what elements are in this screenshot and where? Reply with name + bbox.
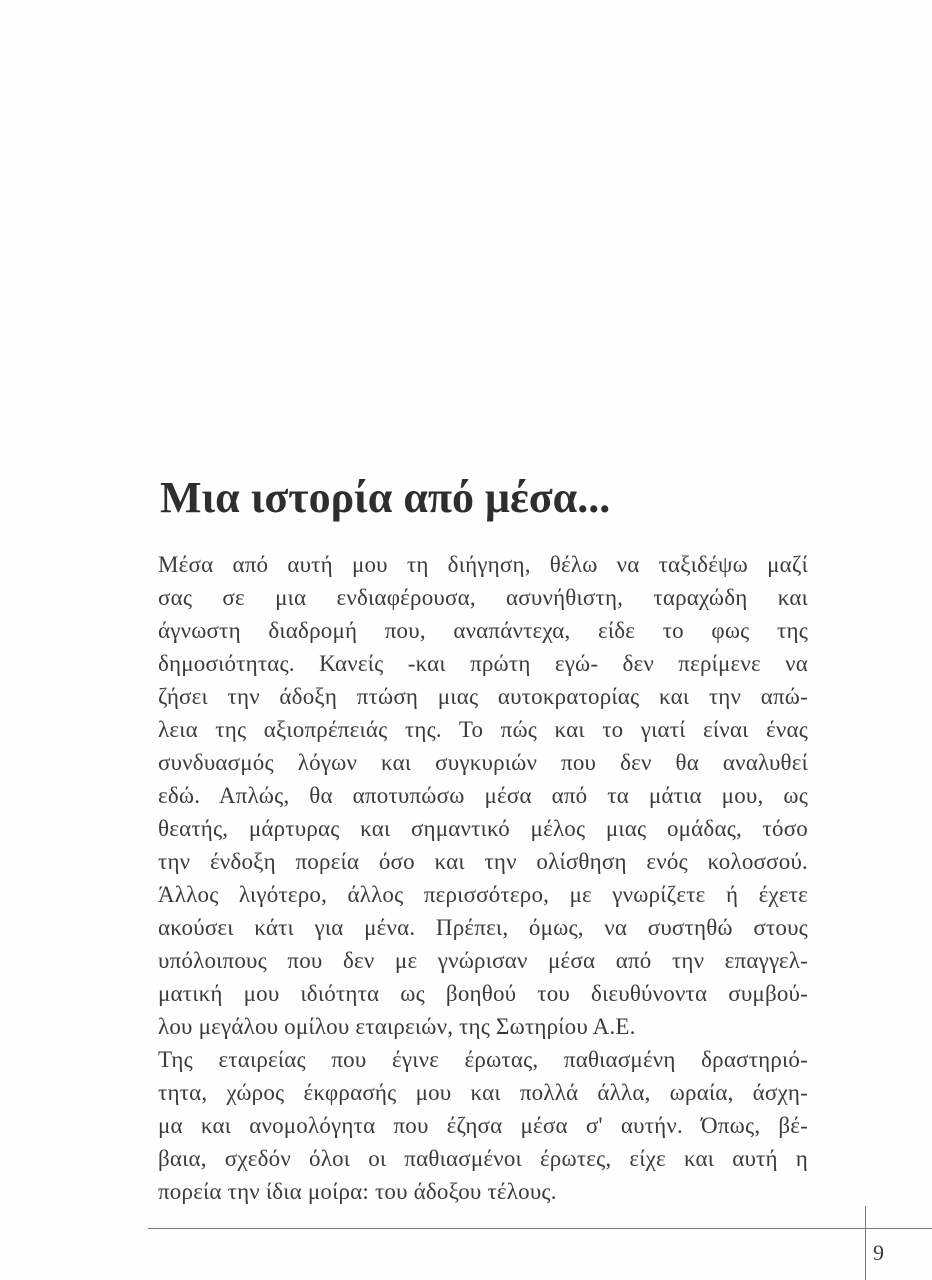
text-line: Της εταιρείας που έγινε έρωτας, παθιασμένη δραστηριό- (158, 1047, 808, 1072)
text-line: σας σε μια ενδιαφέρουσα, ασυνήθιστη, ταραχώδη και (158, 585, 808, 610)
text-line: πορεία την ίδια μοίρα: του άδοξου τέλους. (158, 1179, 557, 1204)
body-paragraph (158, 548, 808, 1208)
text-line: μα και ανομολόγητα που έζησα μέσα σ' αυτήν. Όπως, βέ- (158, 1113, 808, 1138)
text-line: δημοσιότητας. Κανείς -και πρώτη εγώ- δεν περίμενε να (158, 651, 808, 676)
text-line: εδώ. Απλώς, θα αποτυπώσω μέσα από τα μάτια μου, ως (158, 783, 808, 808)
text-line: ματική μου ιδιότητα ως βοηθού του διευθύνοντα συμβού- (158, 981, 808, 1006)
text-line: λεια της αξιοπρέπειάς της. Το πώς και το γιατί είναι ένας (158, 717, 808, 742)
text-line: υπόλοιπους που δεν με γνώρισαν μέσα από την επαγγελ- (158, 948, 808, 973)
text-line: τητα, χώρος έκφρασής μου και πολλά άλλα, ωραία, άσχη- (158, 1080, 808, 1105)
text-line: Μέσα από αυτή μου τη διήγηση, θέλω να ταξιδέψω μαζί (158, 552, 808, 577)
text-line: ακούσει κάτι για μένα. Πρέπει, όμως, να συστηθώ στους (158, 915, 808, 940)
text-line: λου μεγάλου ομίλου εταιρειών, της Σωτηρίου Α.Ε. (158, 1014, 636, 1039)
footer-vertical-rule (865, 1206, 866, 1280)
footer-horizontal-rule (148, 1228, 932, 1229)
text-line: συνδυασμός λόγων και συγκυριών που δεν θα αναλυθεί (158, 750, 808, 775)
text-line: την ένδοξη πορεία όσο και την ολίσθηση ενός κολοσσού. (158, 849, 808, 874)
page-number: 9 (873, 1240, 884, 1265)
chapter-title: Μια ιστορία από μέσα... (160, 473, 611, 522)
text-line: άγνωστη διαδρομή που, αναπάντεχα, είδε το φως της (158, 618, 808, 643)
text-line: Άλλος λιγότερο, άλλος περισσότερο, με γνωρίζετε ή έχετε (158, 882, 808, 907)
text-line: θεατής, μάρτυρας και σημαντικό μέλος μιας ομάδας, τόσο (158, 816, 808, 841)
text-line: βαια, σχεδόν όλοι οι παθιασμένοι έρωτες, είχε και αυτή η (158, 1146, 808, 1171)
text-line: ζήσει την άδοξη πτώση μιας αυτοκρατορίας και την απώ- (158, 684, 808, 709)
